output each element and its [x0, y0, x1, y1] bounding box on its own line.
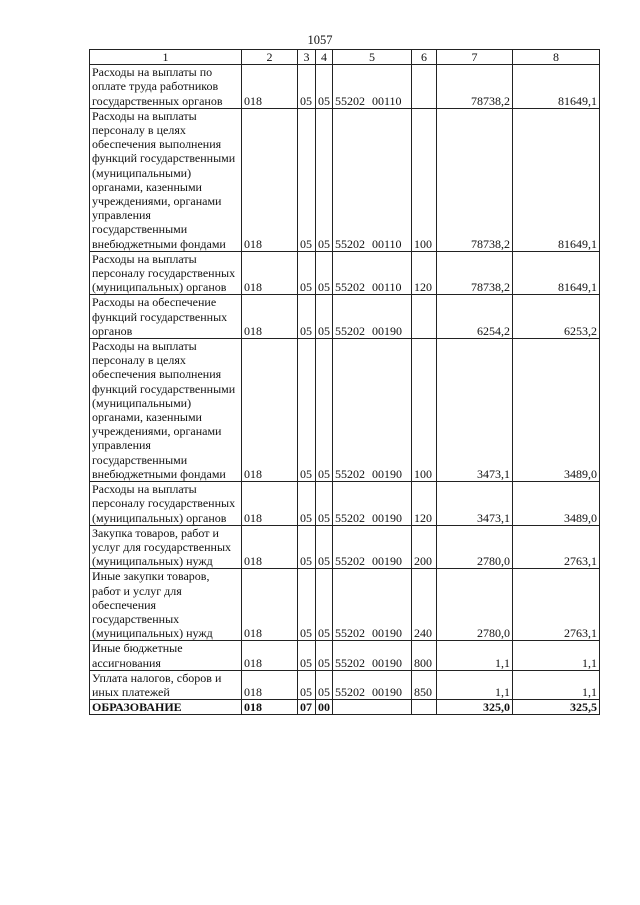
table-row [90, 482, 600, 526]
section-code-cell: 05 [298, 670, 316, 699]
expense-type-code-cell: 100 [412, 108, 437, 251]
section-code-cell: 05 [298, 482, 316, 526]
expense-type-code-cell: 800 [412, 641, 437, 670]
expense-name-cell: Иные бюджетные ассигнования [90, 641, 242, 670]
expense-type-code-cell [412, 700, 437, 715]
amount-year-1-cell: 6254,2 [437, 295, 513, 339]
amount-year-1-cell: 2780,0 [437, 569, 513, 641]
header-row [90, 50, 600, 65]
amount-year-2-cell: 81649,1 [513, 108, 600, 251]
budget-table [89, 49, 600, 715]
table-row [90, 108, 600, 251]
subsection-code-cell: 05 [316, 108, 333, 251]
amount-year-2-cell: 1,1 [513, 641, 600, 670]
amount-year-2-cell: 325,5 [513, 700, 600, 715]
subsection-code-cell: 05 [316, 482, 333, 526]
expense-type-code-cell: 200 [412, 525, 437, 569]
table-row [90, 641, 600, 670]
expense-name-cell: Расходы на выплаты по оплате труда работников государственных органов [90, 65, 242, 109]
table-header [90, 50, 600, 65]
amount-year-1-cell: 2780,0 [437, 525, 513, 569]
header-col-7: 7 [437, 50, 513, 65]
amount-year-2-cell: 81649,1 [513, 251, 600, 295]
amount-year-1-cell: 78738,2 [437, 65, 513, 109]
subsection-code-cell: 05 [316, 670, 333, 699]
expense-name-cell: Расходы на выплаты персоналу государственных (муниципальных) органов [90, 251, 242, 295]
expense-type-code-cell: 240 [412, 569, 437, 641]
subsection-code-cell: 05 [316, 569, 333, 641]
table-row [90, 569, 600, 641]
target-article-code-cell: 55202 00190 [333, 482, 412, 526]
target-article-code-cell: 55202 00190 [333, 569, 412, 641]
ministry-code-cell: 018 [242, 65, 298, 109]
target-article-code-cell: 55202 00190 [333, 295, 412, 339]
expense-type-code-cell: 850 [412, 670, 437, 699]
ministry-code-cell: 018 [242, 482, 298, 526]
amount-year-1-cell: 3473,1 [437, 482, 513, 526]
table-row [90, 670, 600, 699]
section-code-cell: 05 [298, 525, 316, 569]
ministry-code-cell: 018 [242, 525, 298, 569]
ministry-code-cell: 018 [242, 295, 298, 339]
section-code-cell: 05 [298, 65, 316, 109]
amount-year-1-cell: 3473,1 [437, 339, 513, 482]
table-row [90, 251, 600, 295]
section-code-cell: 07 [298, 700, 316, 715]
subsection-code-cell: 05 [316, 641, 333, 670]
section-code-cell: 05 [298, 569, 316, 641]
expense-name-cell: Закупка товаров, работ и услуг для государственных (муниципальных) нужд [90, 525, 242, 569]
subsection-code-cell: 05 [316, 339, 333, 482]
expense-name-cell: Расходы на выплаты персоналу государственных (муниципальных) органов [90, 482, 242, 526]
ministry-code-cell: 018 [242, 641, 298, 670]
header-col-6: 6 [412, 50, 437, 65]
table-row [90, 339, 600, 482]
expense-type-code-cell: 120 [412, 251, 437, 295]
amount-year-2-cell: 3489,0 [513, 339, 600, 482]
target-article-code-cell: 55202 00110 [333, 65, 412, 109]
expense-name-cell: Уплата налогов, сборов и иных платежей [90, 670, 242, 699]
ministry-code-cell: 018 [242, 700, 298, 715]
amount-year-1-cell: 325,0 [437, 700, 513, 715]
section-code-cell: 05 [298, 295, 316, 339]
expense-type-code-cell [412, 295, 437, 339]
expense-name-cell: ОБРАЗОВАНИЕ [90, 700, 242, 715]
subsection-code-cell: 05 [316, 65, 333, 109]
target-article-code-cell: 55202 00110 [333, 108, 412, 251]
table-row [90, 295, 600, 339]
target-article-code-cell [333, 700, 412, 715]
ministry-code-cell: 018 [242, 108, 298, 251]
header-col-3: 3 [298, 50, 316, 65]
expense-name-cell: Расходы на выплаты персоналу в целях обеспечения выполнения функций государственными (муниципальными) органами, казенными учреждениями, органами управления государственными внебюджетными фондами [90, 339, 242, 482]
amount-year-2-cell: 3489,0 [513, 482, 600, 526]
header-col-8: 8 [513, 50, 600, 65]
subsection-code-cell: 05 [316, 251, 333, 295]
amount-year-2-cell: 1,1 [513, 670, 600, 699]
subsection-code-cell: 05 [316, 525, 333, 569]
subsection-code-cell: 00 [316, 700, 333, 715]
amount-year-2-cell: 6253,2 [513, 295, 600, 339]
header-col-1: 1 [90, 50, 242, 65]
ministry-code-cell: 018 [242, 569, 298, 641]
page-number: 1057 [307, 33, 333, 47]
target-article-code-cell: 55202 00190 [333, 670, 412, 699]
expense-name-cell: Иные закупки товаров, работ и услуг для обеспечения государственных (муниципальных) нужд [90, 569, 242, 641]
target-article-code-cell: 55202 00110 [333, 251, 412, 295]
amount-year-1-cell: 1,1 [437, 670, 513, 699]
target-article-code-cell: 55202 00190 [333, 339, 412, 482]
ministry-code-cell: 018 [242, 339, 298, 482]
ministry-code-cell: 018 [242, 670, 298, 699]
amount-year-1-cell: 1,1 [437, 641, 513, 670]
section-code-cell: 05 [298, 641, 316, 670]
section-code-cell: 05 [298, 251, 316, 295]
expense-name-cell: Расходы на выплаты персоналу в целях обеспечения выполнения функций государственными (муниципальными) органами, казенными учреждениями, органами управления государственными внебюджетными фондами [90, 108, 242, 251]
expense-type-code-cell: 100 [412, 339, 437, 482]
table-body [90, 65, 600, 715]
expense-type-code-cell: 120 [412, 482, 437, 526]
amount-year-1-cell: 78738,2 [437, 251, 513, 295]
section-code-cell: 05 [298, 108, 316, 251]
amount-year-2-cell: 2763,1 [513, 569, 600, 641]
table-row [90, 700, 600, 715]
header-col-4: 4 [316, 50, 333, 65]
amount-year-2-cell: 2763,1 [513, 525, 600, 569]
header-col-5: 5 [333, 50, 412, 65]
section-code-cell: 05 [298, 339, 316, 482]
table-row [90, 65, 600, 109]
amount-year-2-cell: 81649,1 [513, 65, 600, 109]
table-row [90, 525, 600, 569]
ministry-code-cell: 018 [242, 251, 298, 295]
target-article-code-cell: 55202 00190 [333, 641, 412, 670]
expense-name-cell: Расходы на обеспечение функций государственных органов [90, 295, 242, 339]
amount-year-1-cell: 78738,2 [437, 108, 513, 251]
header-col-2: 2 [242, 50, 298, 65]
target-article-code-cell: 55202 00190 [333, 525, 412, 569]
subsection-code-cell: 05 [316, 295, 333, 339]
expense-type-code-cell [412, 65, 437, 109]
